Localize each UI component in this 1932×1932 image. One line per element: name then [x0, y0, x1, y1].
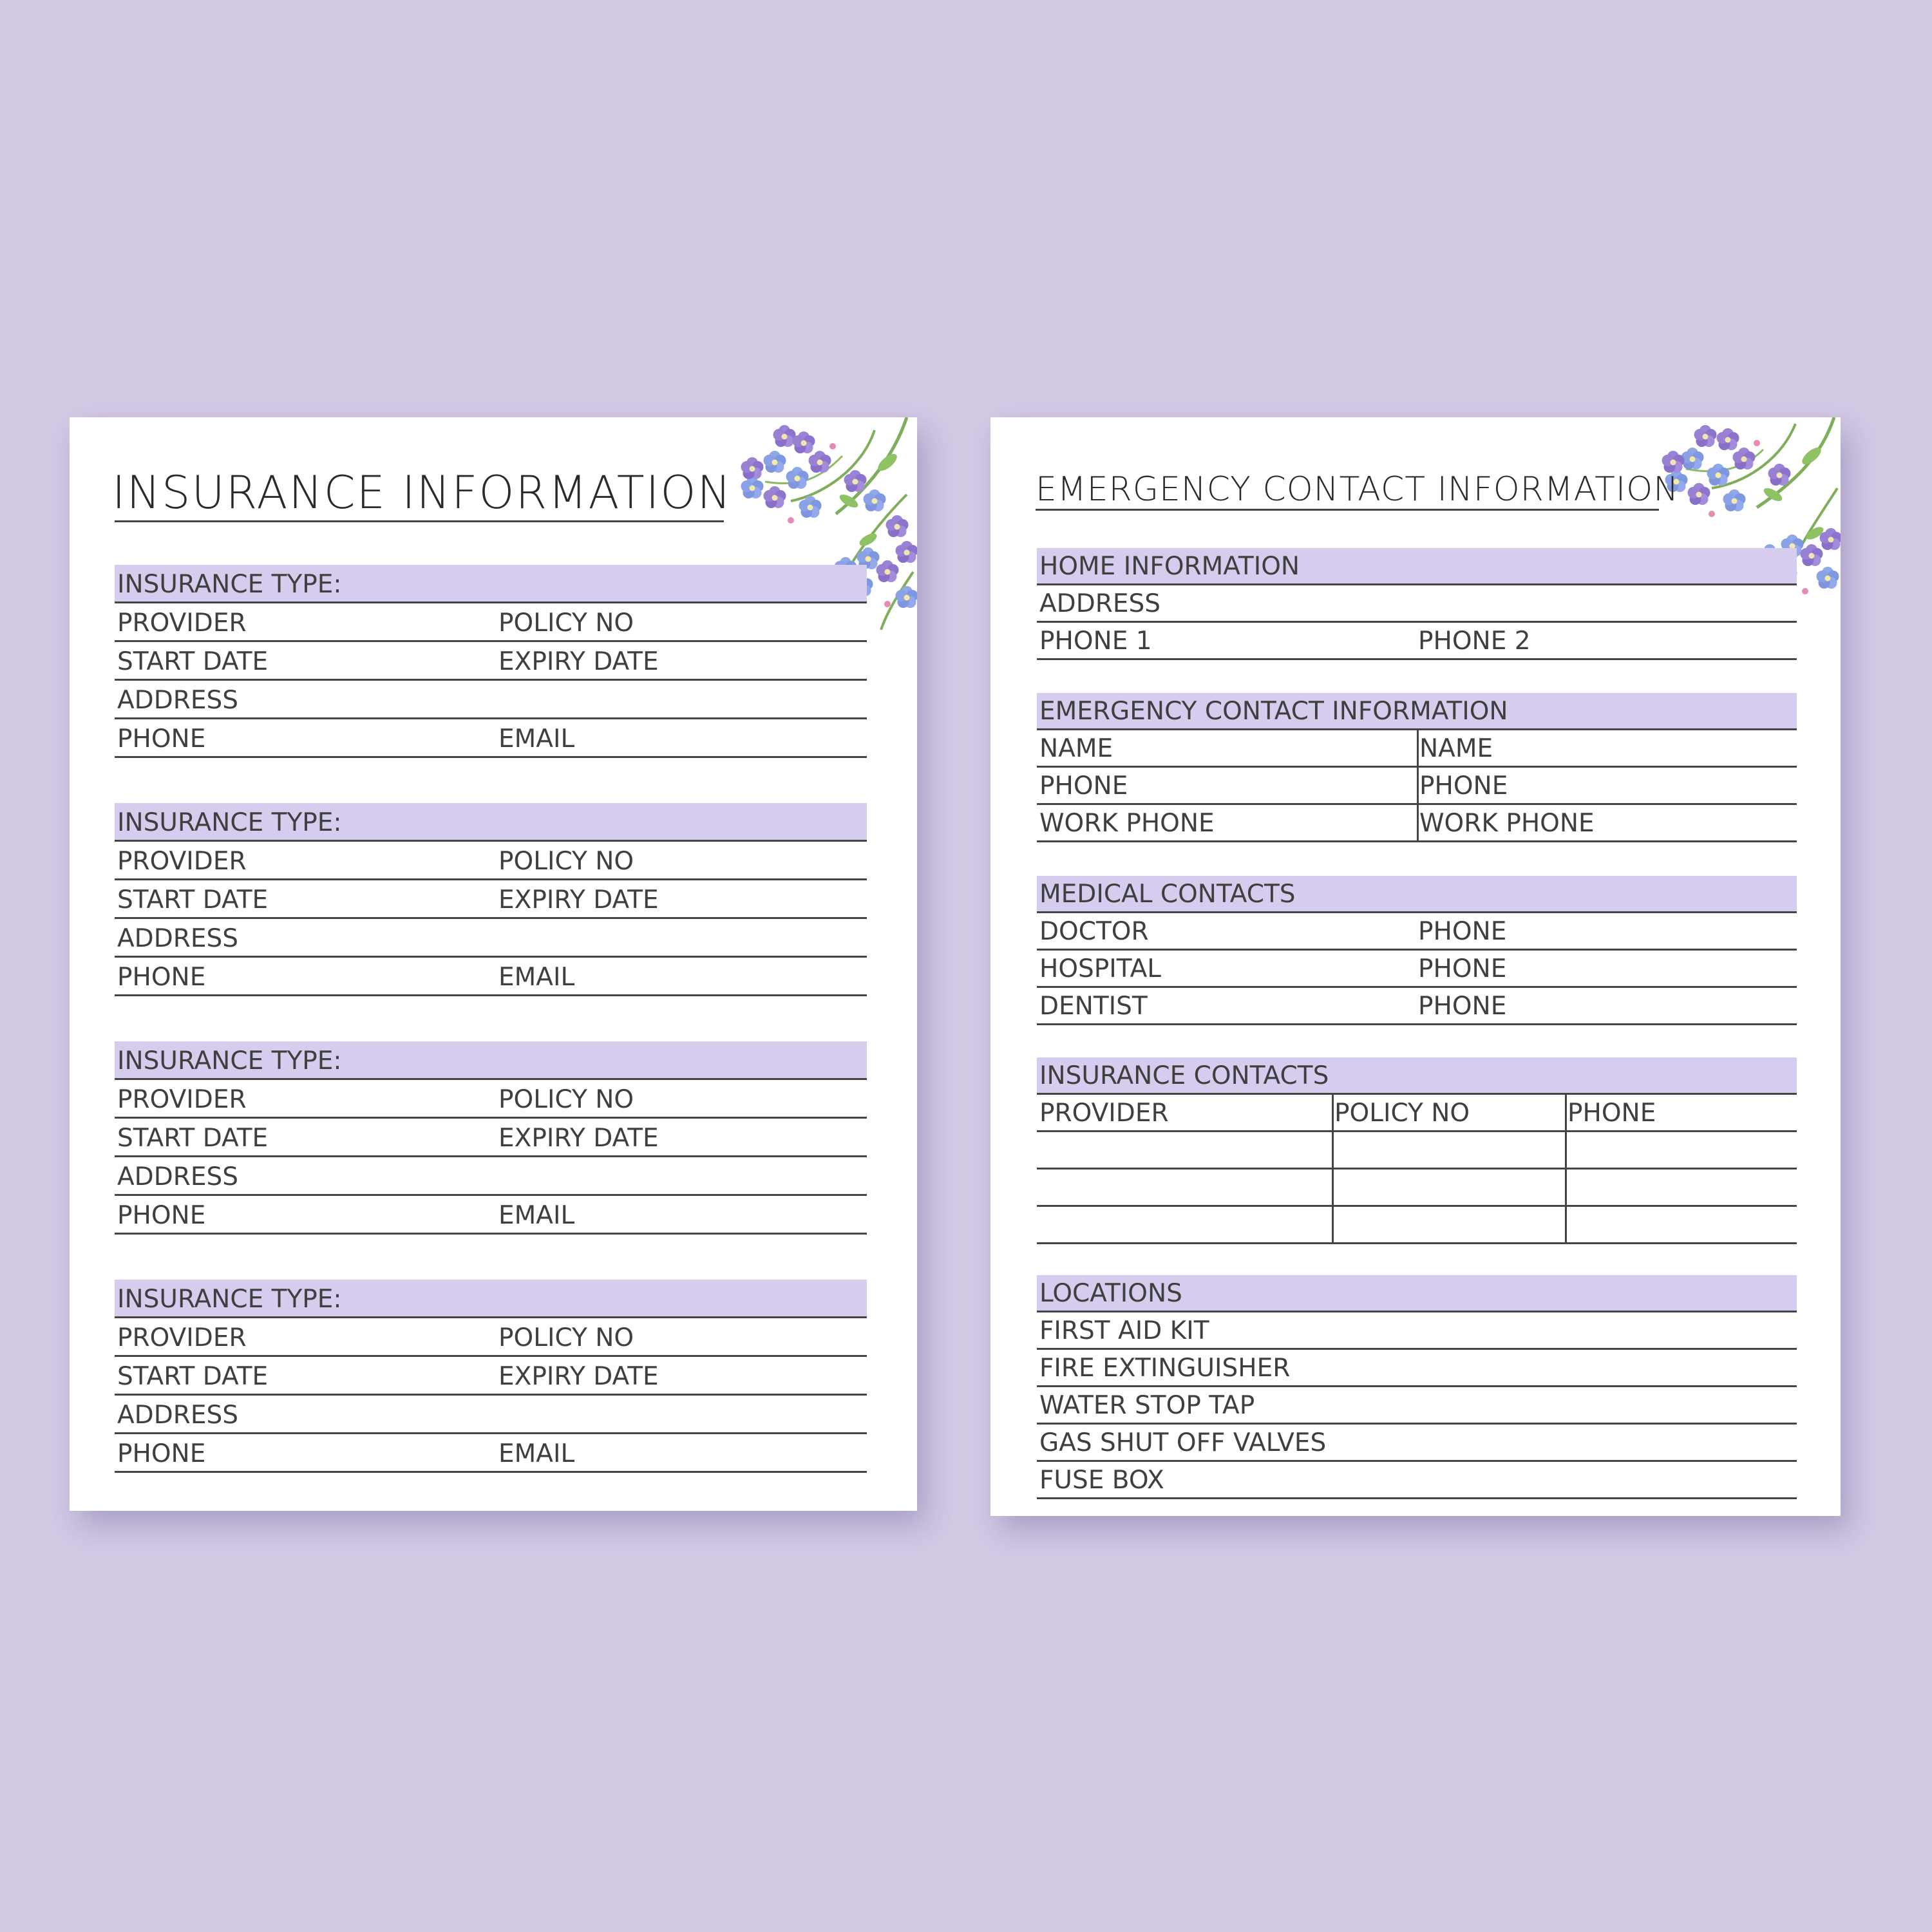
insurance-contacts-section — [1037, 1057, 1797, 1244]
column-header: PROVIDER — [1039, 1099, 1169, 1128]
field-label: EMAIL — [498, 1201, 575, 1230]
form-row[interactable] — [1037, 913, 1797, 951]
form-row[interactable] — [115, 1434, 867, 1473]
column-divider — [1565, 1170, 1567, 1205]
column-divider — [1565, 1095, 1567, 1130]
field-label: PROVIDER — [117, 1323, 247, 1352]
section-header-label: EMERGENCY CONTACT INFORMATION — [1039, 697, 1508, 726]
page-title: INSURANCE INFORMATION — [112, 466, 732, 519]
field-label: EXPIRY DATE — [498, 1362, 659, 1391]
form-row[interactable] — [115, 1196, 867, 1235]
table-row[interactable] — [1037, 1170, 1797, 1207]
insurance-section-1 — [115, 565, 867, 758]
field-label: POLICY NO — [498, 847, 634, 876]
field-label: ADDRESS — [117, 924, 238, 953]
form-row[interactable] — [1037, 1312, 1797, 1350]
form-row[interactable] — [115, 1119, 867, 1157]
field-label: DENTIST — [1039, 992, 1148, 1021]
section-header-label: INSURANCE TYPE: — [117, 808, 342, 837]
field-label: START DATE — [117, 1362, 269, 1391]
field-label: PHONE — [117, 1439, 206, 1468]
column-divider — [1332, 1095, 1334, 1130]
section-header — [115, 1280, 867, 1318]
field-label: START DATE — [117, 647, 269, 676]
field-label: START DATE — [117, 886, 269, 914]
section-header-label: INSURANCE TYPE: — [117, 570, 342, 599]
column-divider — [1332, 1170, 1334, 1205]
section-header — [115, 565, 867, 603]
form-row[interactable] — [1037, 951, 1797, 988]
form-row[interactable] — [115, 842, 867, 880]
field-label: ADDRESS — [1039, 589, 1160, 618]
section-header — [1037, 1275, 1797, 1312]
form-row[interactable] — [1037, 1387, 1797, 1425]
field-label: HOSPITAL — [1039, 954, 1162, 983]
form-row[interactable] — [115, 880, 867, 919]
page-title: EMERGENCY CONTACT INFORMATION — [1036, 470, 1680, 509]
form-row[interactable] — [115, 1357, 867, 1396]
field-label: PHONE — [1419, 772, 1508, 800]
field-label: START DATE — [117, 1124, 269, 1153]
column-divider — [1417, 805, 1419, 840]
section-header-label: INSURANCE TYPE: — [117, 1285, 342, 1314]
table-row[interactable] — [1037, 1132, 1797, 1170]
field-label: FIRST AID KIT — [1039, 1316, 1209, 1345]
field-label: PHONE — [1418, 954, 1507, 983]
field-label: POLICY NO — [498, 1323, 634, 1352]
field-label: ADDRESS — [117, 1401, 238, 1430]
column-divider — [1565, 1132, 1567, 1168]
field-label: PHONE 2 — [1418, 627, 1531, 656]
field-label: EXPIRY DATE — [498, 647, 659, 676]
insurance-section-3 — [115, 1041, 867, 1235]
field-label: EMAIL — [498, 1439, 575, 1468]
field-label: WATER STOP TAP — [1039, 1391, 1255, 1420]
form-row[interactable] — [115, 1396, 867, 1434]
section-header — [1037, 693, 1797, 730]
form-row[interactable] — [115, 719, 867, 758]
form-row[interactable] — [115, 681, 867, 719]
field-label: FIRE EXTINGUISHER — [1039, 1354, 1291, 1383]
field-label: PROVIDER — [117, 1085, 247, 1114]
form-row[interactable] — [1037, 1425, 1797, 1462]
table-row[interactable] — [1037, 1207, 1797, 1244]
column-divider — [1332, 1132, 1334, 1168]
column-divider — [1417, 768, 1419, 803]
section-header — [115, 803, 867, 842]
home-information-section — [1037, 548, 1797, 660]
field-label: DOCTOR — [1039, 917, 1149, 946]
column-divider — [1332, 1207, 1334, 1242]
column-divider — [1565, 1207, 1567, 1242]
field-label: ADDRESS — [117, 1162, 238, 1191]
field-label: POLICY NO — [498, 1085, 634, 1114]
form-row[interactable] — [1037, 1462, 1797, 1499]
form-row[interactable] — [1037, 623, 1797, 660]
emergency-contact-section — [1037, 693, 1797, 842]
form-row[interactable] — [115, 1080, 867, 1119]
form-row[interactable] — [115, 958, 867, 996]
field-label: EMAIL — [498, 963, 575, 992]
section-header-label: LOCATIONS — [1039, 1279, 1182, 1308]
title-underline — [115, 520, 724, 522]
field-label: PHONE — [1418, 917, 1507, 946]
field-label: PROVIDER — [117, 609, 247, 638]
field-label: EXPIRY DATE — [498, 886, 659, 914]
column-header: PHONE — [1567, 1099, 1656, 1128]
section-header-label: MEDICAL CONTACTS — [1039, 880, 1296, 909]
locations-section — [1037, 1275, 1797, 1499]
field-label: NAME — [1419, 734, 1493, 763]
medical-contacts-section — [1037, 876, 1797, 1025]
form-row[interactable] — [1037, 805, 1797, 842]
form-row[interactable] — [115, 919, 867, 958]
emergency-contact-sheet — [990, 417, 1841, 1516]
field-label: PHONE — [117, 1201, 206, 1230]
section-header-label: HOME INFORMATION — [1039, 552, 1300, 581]
form-row[interactable] — [115, 1157, 867, 1196]
field-label: NAME — [1039, 734, 1113, 763]
form-row[interactable] — [115, 603, 867, 642]
column-divider — [1417, 730, 1419, 766]
section-header — [1037, 548, 1797, 585]
section-header — [115, 1041, 867, 1080]
section-header-label: INSURANCE CONTACTS — [1039, 1061, 1329, 1090]
form-row[interactable] — [1037, 988, 1797, 1025]
section-header-label: INSURANCE TYPE: — [117, 1046, 342, 1075]
form-row[interactable] — [1037, 1350, 1797, 1387]
field-label: WORK PHONE — [1039, 809, 1215, 838]
field-label: GAS SHUT OFF VALVES — [1039, 1428, 1327, 1457]
field-label: PHONE — [117, 963, 206, 992]
insurance-section-4 — [115, 1280, 867, 1473]
column-header: POLICY NO — [1334, 1099, 1470, 1128]
field-label: PHONE 1 — [1039, 627, 1152, 656]
form-row[interactable] — [115, 1318, 867, 1357]
title-underline — [1036, 509, 1659, 511]
field-label: PHONE — [1418, 992, 1507, 1021]
form-row[interactable] — [1037, 768, 1797, 805]
section-header — [1037, 876, 1797, 913]
field-label: PHONE — [1039, 772, 1128, 800]
table-header-row — [1037, 1095, 1797, 1132]
field-label: WORK PHONE — [1419, 809, 1595, 838]
form-row[interactable] — [115, 642, 867, 681]
field-label: PHONE — [117, 724, 206, 753]
section-header — [1037, 1057, 1797, 1095]
insurance-section-2 — [115, 803, 867, 996]
insurance-information-sheet — [70, 417, 917, 1511]
field-label: EMAIL — [498, 724, 575, 753]
form-row[interactable] — [1037, 585, 1797, 623]
field-label: PROVIDER — [117, 847, 247, 876]
field-label: EXPIRY DATE — [498, 1124, 659, 1153]
field-label: ADDRESS — [117, 686, 238, 715]
field-label: POLICY NO — [498, 609, 634, 638]
field-label: FUSE BOX — [1039, 1466, 1164, 1495]
form-row[interactable] — [1037, 730, 1797, 768]
